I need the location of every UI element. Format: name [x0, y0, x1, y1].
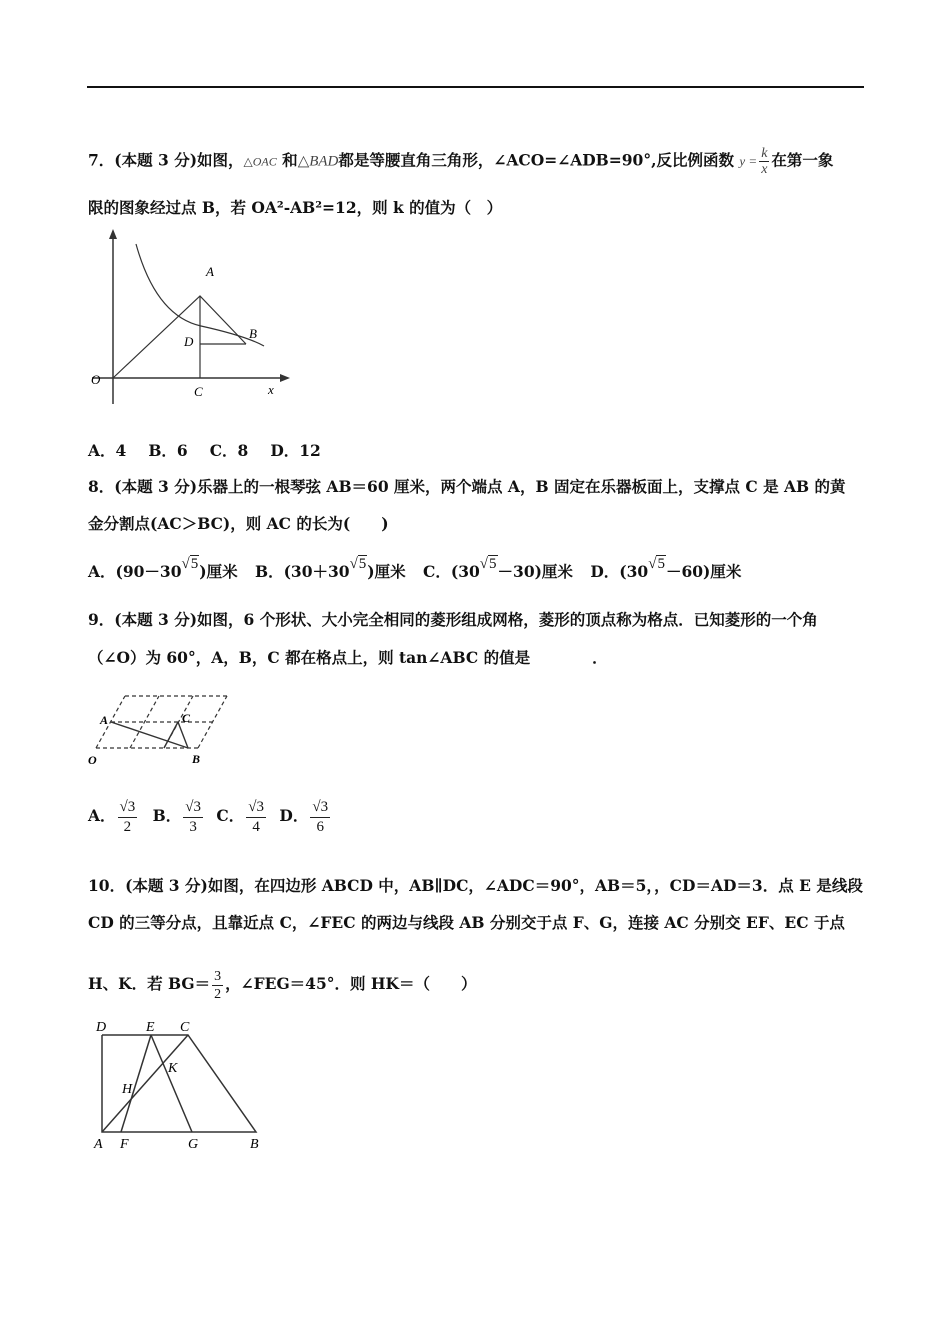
q8-option-c[interactable]: C．(30√5－30)厘米 [423, 556, 573, 581]
q8-line1: 8．(本题 3 分)乐器上的一根琴弦 AB＝60 厘米，两个端点 A，B 固定在乐器板面上，支撑点 C 是 AB 的黄 [88, 477, 846, 496]
q9-option-b[interactable]: B． $\frac{√3}{3}$ [152, 798, 202, 835]
header-rule [87, 86, 864, 88]
q7-func-den: x [761, 162, 768, 177]
q7-label-C: C [194, 384, 203, 399]
q10-label-B: B [250, 1137, 259, 1152]
q7-func-frac [759, 146, 769, 177]
q8-option-a[interactable]: A．(90－30√5)厘米 [88, 556, 238, 581]
q10-label-H: H [122, 1082, 133, 1097]
q10-line1: 10．(本题 3 分)如图，在四边形 ABCD 中，AB∥DC，∠ADC＝90°，AB＝5，，CD＝AD＝3．点 E 是线段 [88, 876, 863, 895]
q9-label-A: A [100, 713, 109, 727]
q7-text-b: 都是等腰直角三角形，∠ACO=∠ADB=90°,反比例函数 [338, 150, 734, 170]
q7-option-c[interactable]: C．8 [209, 441, 249, 460]
q9-grid [96, 696, 227, 748]
q7-label-A: A [206, 264, 214, 279]
q8-option-b[interactable]: B．(30＋30√5)厘米 [254, 556, 406, 581]
q9-line1: 9．(本题 3 分)如图，6 个形状、大小完全相同的菱形组成网格，菱形的顶点称为格点．已知菱形的一个角 [88, 610, 818, 629]
q10-label-F: F [120, 1137, 129, 1152]
q7-line1 [88, 146, 833, 177]
q8-option-d[interactable]: D．(30√5－60)厘米 [590, 556, 742, 581]
q7-label-x: x [268, 382, 274, 397]
q7-and: 和 [282, 150, 298, 170]
q7-option-d[interactable]: D．12 [270, 441, 321, 460]
q10-line2: CD 的三等分点，且靠近点 C，∠FEC 的两边与线段 AB 分别交于点 F、G，连接 AC 分别交 EF、EC 于点 [88, 913, 845, 932]
q7-text-c: 在第一象 [771, 150, 834, 170]
q7-figure [86, 226, 306, 411]
q7-label-D: D [184, 334, 194, 349]
q7-func-num: k [761, 146, 768, 161]
q9-label-O: O [88, 753, 97, 767]
q7-label-O: O [91, 372, 101, 387]
q8-options [88, 556, 742, 583]
q7-func-y: y = [739, 153, 758, 169]
q7-options [88, 441, 343, 461]
q10-label-D: D [96, 1020, 107, 1035]
q10-label-K: K [168, 1061, 178, 1076]
q9-line2: （∠O）为 60°，A，B，C 都在格点上，则 tan∠ABC 的值是 ． [88, 648, 608, 667]
q9-options [88, 796, 332, 837]
q7-label-B: B [249, 326, 257, 341]
q10-line3 [88, 966, 477, 1003]
q10-figure [88, 1018, 288, 1158]
q7-tri2: △BAD [297, 153, 339, 170]
q7-text-a: 7．(本题 3 分)如图， [88, 150, 244, 170]
q9-option-c[interactable]: C． $\frac{√3}{4}$ [216, 798, 264, 835]
q7-option-a[interactable]: A．4 [88, 441, 127, 460]
q8-line2: 金分割点(AC＞BC)，则 AC 的长为( ) [88, 514, 389, 533]
q10-label-A: A [94, 1137, 103, 1152]
q7-line2: 限的图象经过点 B，若 OA²-AB²=12，则 k 的值为（ ） [88, 198, 503, 217]
q7-option-b[interactable]: B．6 [148, 441, 188, 460]
q9-figure [86, 690, 246, 772]
q10-text-b: ，∠FEG＝45°．则 HK＝（ ） [225, 974, 477, 993]
q10-label-C: C [180, 1020, 190, 1035]
q10-text-a: H、K．若 BG＝ [88, 974, 211, 993]
q9-label-C: C [182, 711, 191, 725]
q7-y-arrow [109, 229, 117, 239]
q7-tri1: △OAC [243, 154, 277, 169]
q9-option-d[interactable]: D． $\frac{√3}{6}$ [279, 798, 329, 835]
q9-option-a[interactable]: A． $\frac{√3}{2}$ [88, 798, 136, 835]
q7-x-arrow [280, 374, 290, 382]
q10-label-G: G [188, 1137, 199, 1152]
q10-label-E: E [146, 1020, 155, 1035]
q9-label-B: B [192, 752, 201, 766]
q7-triangle-lines [113, 296, 246, 378]
q10-frac: $\frac{3}{2}$ [214, 968, 222, 1002]
q9-triangle [111, 722, 188, 748]
